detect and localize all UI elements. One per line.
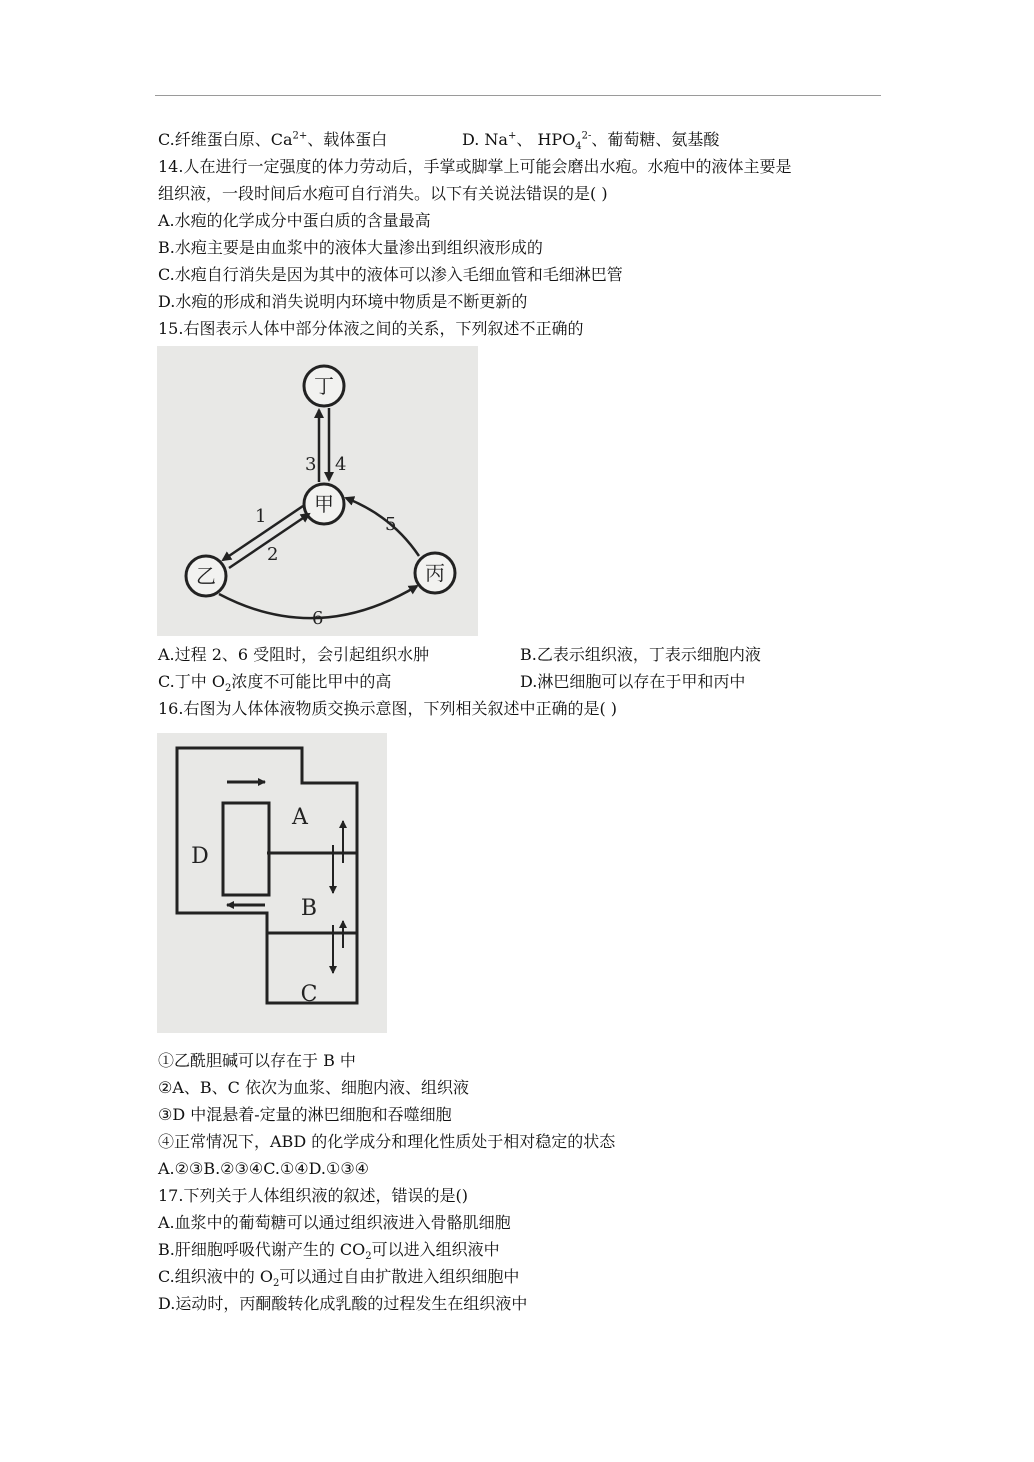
header-rule bbox=[155, 95, 881, 96]
node-ding-label: 丁 bbox=[314, 374, 334, 398]
q13-option-d: D. Na+、 $HPO_4^{2-}$、葡萄糖、氨基酸 bbox=[462, 130, 720, 153]
q16-statement-3: ③D 中混悬着-定量的淋巴细胞和吞噬细胞 bbox=[158, 1105, 452, 1124]
inner-vessel-rect bbox=[223, 803, 269, 895]
label-d: D bbox=[191, 844, 209, 869]
q15-option-d: D.淋巴细胞可以存在于甲和丙中 bbox=[520, 672, 746, 691]
q17-option-a: A.血浆中的葡萄糖可以通过组织液进入骨骼肌细胞 bbox=[158, 1213, 511, 1232]
label-3: 3 bbox=[305, 454, 317, 475]
label-a: A bbox=[292, 805, 308, 830]
label-1: 1 bbox=[255, 506, 267, 527]
q16-statement-4: ④正常情况下，ABD 的化学成分和理化性质处于相对稳定的状态 bbox=[158, 1132, 616, 1151]
q14-option-b: B.水疱主要是由血浆中的液体大量渗出到组织液形成的 bbox=[158, 238, 543, 257]
q15-stem: 15.右图表示人体中部分体液之间的关系，下列叙述不正确的 bbox=[158, 319, 584, 338]
q15-option-b: B.乙表示组织液，丁表示细胞内液 bbox=[520, 645, 761, 664]
q17-option-c: C.组织液中的 $O_2$可以通过自由扩散进入组织细胞中 bbox=[158, 1267, 520, 1290]
label-c: C bbox=[300, 982, 318, 1007]
node-yi-label: 乙 bbox=[196, 564, 216, 588]
label-b: B bbox=[300, 896, 318, 921]
q14-option-d: D.水疱的形成和消失说明内环境中物质是不断更新的 bbox=[158, 292, 528, 311]
q15-body-fluid-diagram bbox=[157, 346, 478, 636]
q15-option-c: C.丁中 $O_2$浓度不可能比甲中的高 bbox=[158, 672, 392, 695]
q14-stem-line2: 组织液，一段时间后水疱可自行消失。以下有关说法错误的是( ) bbox=[158, 184, 608, 203]
q15-option-a: A.过程 2、6 受阻时，会引起组织水肿 bbox=[158, 645, 430, 664]
arrow-5 bbox=[346, 498, 419, 556]
q16-statement-2: ②A、B、C 依次为血浆、细胞内液、组织液 bbox=[158, 1078, 469, 1097]
label-6: 6 bbox=[312, 608, 324, 629]
q14-option-c: C.水疱自行消失是因为其中的液体可以渗入毛细血管和毛细淋巴管 bbox=[158, 265, 623, 284]
q17-stem: 17.下列关于人体组织液的叙述，错误的是() bbox=[158, 1186, 468, 1205]
q16-options: A.②③B.②③④C.①④D.①③④ bbox=[158, 1159, 370, 1178]
q17-option-b: B.肝细胞呼吸代谢产生的 $CO_2$可以进入组织液中 bbox=[158, 1240, 500, 1263]
q14-stem-line1: 14.人在进行一定强度的体力劳动后，手掌或脚掌上可能会磨出水疱。水疱中的液体主要是 bbox=[158, 157, 792, 176]
node-bing-label: 丙 bbox=[425, 561, 445, 585]
label-4: 4 bbox=[335, 454, 347, 475]
q16-statement-1: ①乙酰胆碱可以存在于 B 中 bbox=[158, 1051, 356, 1070]
q13-option-c: C.纤维蛋白原、$Ca^{2+}$、载体蛋白 bbox=[158, 130, 388, 149]
label-2: 2 bbox=[267, 544, 279, 565]
label-5: 5 bbox=[385, 514, 397, 535]
q14-option-a: A.水疱的化学成分中蛋白质的含量最高 bbox=[158, 211, 431, 230]
q16-fluid-exchange-diagram bbox=[157, 733, 387, 1033]
outer-outline bbox=[177, 748, 357, 1003]
q17-option-d: D.运动时，丙酮酸转化成乳酸的过程发生在组织液中 bbox=[158, 1294, 528, 1313]
q16-stem: 16.右图为人体体液物质交换示意图，下列相关叙述中正确的是( ) bbox=[158, 699, 618, 718]
node-jia-label: 甲 bbox=[314, 492, 334, 516]
